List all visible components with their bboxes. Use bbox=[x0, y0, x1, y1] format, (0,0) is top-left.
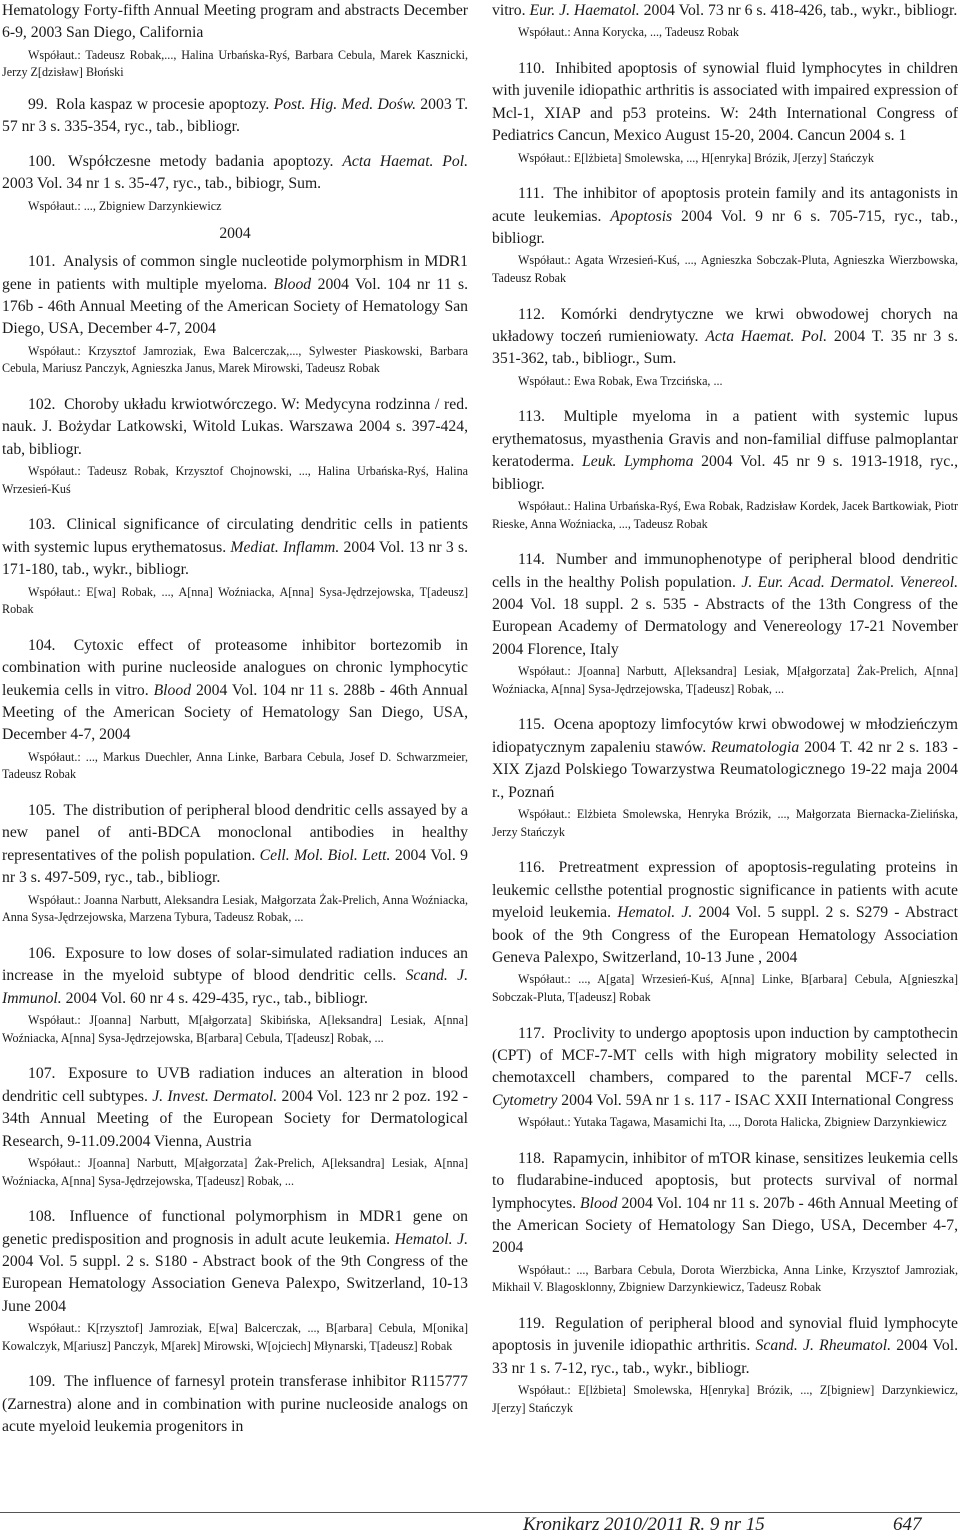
journal-name: Cytometry bbox=[492, 1091, 558, 1109]
entry-citation: 116. Pretreatment expression of apoptosis-regulating proteins in leukemic cellsthe potential prognostic significance in patients with acute myeloid leukemia. Hematol. J. 2004 Vol. 5 suppl. 2 s. S279 - Abstract book of the 9th Congress of the European Hematology Association Geneva Palexpo, Switzerland, 10-13 June , 2004 bbox=[492, 859, 959, 966]
entry-number: 106. bbox=[28, 944, 56, 962]
entry-number: 104. bbox=[28, 636, 56, 654]
entry-citation: 102. Choroby układu krwiotwórczego. W: Medycyna rodzinna / red. nauk. J. Bożydar Latkowski, Witold Lukas. Warszawa 2004 s. 397-424, tab, bibliogr. bbox=[2, 396, 468, 458]
entry-citation: 106. Exposure to low doses of solar-simulated radiation induces an increase in the myeloid subtype of blood dendritic cells. Scand. J. Immunol. 2004 Vol. 60 nr 4 s. 429-435, ryc., tab., bibliogr. bbox=[2, 944, 468, 1007]
entry-number: 112. bbox=[518, 305, 545, 323]
entry-111 bbox=[492, 183, 958, 287]
coauthors: Współaut.: Tadeusz Robak,..., Halina Urbańska-Ryś, Barbara Cebula, Marek Kasznicki, Jerzy Z[dzisław] Błoński bbox=[2, 47, 468, 80]
coauthors: Współaut.: Elżbieta Smolewska, Henryka Brózik, ..., Małgorzata Biernacka-Zielińska, Jerzy Stańczyk bbox=[492, 807, 958, 839]
entry-number: 110. bbox=[518, 60, 545, 77]
entry-number: 115. bbox=[518, 716, 545, 734]
entry-118 bbox=[492, 1148, 958, 1297]
right-column bbox=[492, 0, 958, 1417]
entry-115 bbox=[492, 714, 958, 841]
coauthors: Współaut.: Yutaka Tagawa, Masamichi Ita, ..., Dorota Halicka, Zbigniew Darzynkiewicz bbox=[518, 1115, 947, 1130]
entry-112 bbox=[492, 304, 958, 391]
entry-number: 117. bbox=[518, 1024, 545, 1042]
coauthors: Współaut.: Joanna Narbutt, Aleksandra Lesiak, Małgorzata Żak-Prelich, Anna Woźniacka, Anna Sysa-Jędrzejowska, Marzena Tybura, Tadeusz Robak, ... bbox=[2, 892, 468, 925]
entry-citation: 114. Number and immunophenotype of peripheral blood dendritic cells in the healthy Polish population. J. Eur. Acad. Dermatol. Venereol. 2004 Vol. 18 suppl. 2 s. 535 - Abstracts of the 13th Congress of the European Academy of Dermatology and Venereology 17-21 November 2004 Florence, Italy bbox=[492, 551, 959, 658]
entry-citation: 101. Analysis of common single nucleotide polymorphism in MDR1 gene in patients with multiple myeloma. Blood 2004 Vol. 104 nr 11 s. 176b - 46th Annual Meeting of the American Society of Hematology San Diego, USA, December 4-7, 2004 bbox=[2, 253, 468, 338]
entry-citation: 108. Influence of functional polymorphism in MDR1 gene on genetic predisposition and prognosis in adult acute leukemia. Hematol. J. 2004 Vol. 5 suppl. 2 s. S180 - Abstract book of the 9th Congress of the European Hematology Association Geneva Palexpo, Switzerland, 10-13 June 2004 bbox=[2, 1208, 469, 1315]
journal-name: Cell. Mol. Biol. Lett. bbox=[259, 846, 391, 864]
coauthors: Współaut.: E[lżbieta] Smolewska, ..., H[enryka] Brózik, J[erzy] Stańczyk bbox=[518, 150, 874, 165]
entry-number: 107. bbox=[28, 1065, 56, 1083]
entry-citation: 118. Rapamycin, inhibitor of mTOR kinase, sensitizes leukemia cells to fludarabine-induced apoptosis, but protects survival of normal lymphocytes. Blood 2004 Vol. 104 nr 11 s. 207b - 46th Annual Meeting of the American Society of Hematology San Diego, USA, December 4-7, 2004 bbox=[492, 1149, 959, 1257]
coauthors: Współaut.: J[oanna] Narbutt, M[ałgorzata] Skibińska, A[leksandra] Lesiak, A[nna] Woźniacka, A[nna] Sysa-Jędrzejowska, B[arbara] Cebula, T[adeusz] Robak, ... bbox=[2, 1013, 468, 1045]
page-number: 647 bbox=[893, 1514, 922, 1535]
footer-divider bbox=[0, 1512, 960, 1513]
entry-number: 103. bbox=[28, 516, 56, 534]
journal-name: Reumatologia bbox=[711, 738, 800, 756]
entry-citation: 112. Komórki dendrytyczne we krwi obwodowej chorych na układowy toczeń rumieniowaty. Acta Haemat. Pol. 2004 T. 35 nr 3 s. 351-362, tab., bibliogr., Sum. bbox=[492, 305, 959, 368]
journal-name: Blood bbox=[153, 681, 192, 699]
coauthors: Współaut.: J[oanna] Narbutt, M[ałgorzata] Żak-Prelich, A[leksandra] Lesiak, A[nna] Woźniacka, A[nna] Sysa-Jędrzejowska, T[adeusz] Robak, ... bbox=[2, 1155, 468, 1188]
entry-109-continued bbox=[492, 0, 958, 42]
entry-number: 118. bbox=[518, 1149, 545, 1167]
journal-name: Hematol. J. bbox=[617, 904, 693, 922]
entry-number: 111. bbox=[518, 185, 545, 203]
coauthors: Współaut.: ..., Markus Duechler, Anna Linke, Barbara Cebula, Josef D. Schwarzmeier, Tadeusz Robak bbox=[2, 749, 468, 782]
entry-citation: 117. Proclivity to undergo apoptosis upon induction by camptothecin (CPT) of MCF-7-MT cells with high migratory mobility selected in chemotaxcell chambers, compared to the parental MCF-7 cells. Cytometry 2004 Vol. 59A nr 1 s. 117 - ISAC XXII International Congress bbox=[492, 1024, 958, 1109]
entry-number: 102. bbox=[28, 396, 56, 414]
entry-citation: 105. The distribution of peripheral blood dendritic cells assayed by a new panel of anti-BDCA monoclonal antibodies in healthy representatives of the polish population. Cell. Mol. Biol. Lett. 2004 Vol. 9 nr 3 s. 497-509, ryc., tab., bibliogr. bbox=[2, 802, 468, 887]
entry-number: 113. bbox=[518, 408, 545, 426]
entry-107 bbox=[2, 1063, 468, 1190]
entry-99 bbox=[2, 94, 468, 139]
journal-name: Acta Haemat. Pol. bbox=[705, 328, 828, 346]
journal-name: Scand. J. Immunol. bbox=[2, 967, 468, 1007]
journal-name: Mediat. Inflamm. bbox=[230, 538, 340, 556]
journal-name: Apoptosis bbox=[610, 207, 673, 225]
journal-name: Blood bbox=[273, 275, 312, 293]
entry-101 bbox=[2, 251, 468, 378]
entry-citation: 111. The inhibitor of apoptosis protein family and its antagonists in acute leukemias. Apoptosis 2004 Vol. 9 nr 6 s. 705-715, ryc., tab., bibliogr. bbox=[492, 185, 958, 248]
entry-100 bbox=[2, 151, 468, 215]
coauthors: Współaut.: E[lżbieta] Smolewska, H[enryka] Brózik, ..., Z[bigniew] Darzynkiewicz, J[erzy] Stańczyk bbox=[492, 1383, 958, 1415]
entry-109 bbox=[2, 1371, 468, 1438]
journal-name: J. Invest. Dermatol. bbox=[152, 1087, 278, 1105]
entry-number: 99. bbox=[28, 96, 48, 113]
entry-98 bbox=[2, 0, 468, 82]
entry-104 bbox=[2, 635, 468, 784]
entry-citation: 109. The influence of farnesyl protein transferase inhibitor R115777 (Zarnestra) alone and in combination with purine nucleoside analogs on acute myeloid leukemia progenitors in bbox=[2, 1373, 468, 1436]
entry-citation: 103. Clinical significance of circulating dendritic cells in patients with systemic lupus erythematosus. Mediat. Inflamm. 2004 Vol. 13 nr 3 s. 171-180, tab., wykr., bibliogr. bbox=[2, 516, 469, 579]
entry-102 bbox=[2, 394, 468, 498]
entry-citation: 99. Rola kaspaz w procesie apoptozy. Post. Hig. Med. Dośw. 2003 T. 57 nr 3 s. 335-354, ryc., tab., bibliogr. bbox=[2, 96, 469, 136]
entry-citation: 115. Ocena apoptozy limfocytów krwi obwodowej w młodzieńczym idiopatycznym zapaleniu stawów. Reumatologia 2004 T. 42 nr 2 s. 183 - XIX Zjazd Polskiego Towarzystwa Reumatologicznego 19-22 maja 2004 r., Poznań bbox=[492, 716, 959, 801]
entry-106 bbox=[2, 943, 468, 1047]
coauthors: Współaut.: Krzysztof Jamroziak, Ewa Balcerczak,..., Sylwester Piaskowski, Barbara Cebula, Mariusz Panczyk, Agnieszka Janus, Marek Mirowski, Tadeusz Robak bbox=[2, 343, 468, 376]
entry-citation: 100. Współczesne metody badania apoptozy. Acta Haemat. Pol. 2003 Vol. 34 nr 1 s. 35-47, ryc., tab., bibiogr, Sum. bbox=[2, 152, 469, 193]
coauthors: Współaut.: E[wa] Robak, ..., A[nna] Woźniacka, A[nna] Sysa-Jędrzejowska, T[adeusz] Robak bbox=[2, 584, 468, 617]
entry-number: 109. bbox=[28, 1373, 56, 1391]
entry-citation: 110. Inhibited apoptosis of synowial fluid lymphocytes in children with juvenile idiopathic arthritis is associated with impaired expression of Mcl-1, XIAP and p53 proteins. W: 24th International Congress of Pediatrics Cancun, Mexico August 15-20, 2004. Cancun 2004 s. 1 bbox=[492, 60, 958, 145]
journal-name: Blood bbox=[580, 1194, 618, 1212]
entry-105 bbox=[2, 800, 468, 927]
coauthors: Współaut.: Tadeusz Robak, Krzysztof Chojnowski, ..., Halina Urbańska-Ryś, Halina Wrzesień-Kuś bbox=[2, 464, 468, 496]
entry-116 bbox=[492, 857, 958, 1006]
entry-number: 116. bbox=[518, 859, 545, 877]
entry-number: 114. bbox=[518, 551, 545, 569]
journal-name: Eur. J. Haematol. bbox=[529, 2, 640, 19]
coauthors: Współaut.: ..., Barbara Cebula, Dorota Wierzbicka, Anna Linke, Krzysztof Jamroziak, Mikhail V. Blagosklonny, Zbigniew Darzynkiewicz, Tadeusz Robak bbox=[492, 1262, 958, 1295]
journal-name: Post. Hig. Med. Dośw. bbox=[273, 96, 417, 113]
footer-journal-title: Kronikarz 2010/2011 R. 9 nr 15 bbox=[523, 1514, 765, 1535]
entry-103 bbox=[2, 514, 468, 618]
journal-name: Scand. J. Rheumatol. bbox=[755, 1337, 892, 1355]
entry-110 bbox=[492, 58, 958, 167]
entry-title: Hematology Forty-fifth Annual Meeting program and abstracts December 6-9, 2003 San Diego, California bbox=[2, 2, 468, 42]
coauthors: Współaut.: Halina Urbańska-Ryś, Ewa Robak, Radzisław Kordek, Jacek Bartkowiak, Piotr Rieske, Anna Woźniacka, ..., Tadeusz Robak bbox=[492, 499, 958, 531]
entry-citation: vitro. Eur. J. Haematol. 2004 Vol. 73 nr 6 s. 418-426, tab., wykr., bibliogr. bbox=[492, 2, 958, 19]
entry-number: 119. bbox=[518, 1314, 545, 1332]
journal-name: Acta Haemat. Pol. bbox=[342, 152, 469, 170]
entry-number: 108. bbox=[28, 1208, 56, 1226]
left-column bbox=[2, 0, 468, 1439]
entry-citation: 107. Exposure to UVB radiation induces an alteration in blood dendritic cell subtypes. J. Invest. Dermatol. 2004 Vol. 123 nr 2 poz. 192 - 34th Annual Meeting of the European Society for Dermatological Research, 9-11.09.2004 Vienna, Austria bbox=[2, 1065, 469, 1150]
entry-citation: 104. Cytoxic effect of proteasome inhibitor bortezomib in combination with purine nucleoside analogues on chronic lymphocytic leukemia cells in vitro. Blood 2004 Vol. 104 nr 11 s. 288b - 46th Annual Meeting of the American Society of Hematology San Diego, USA, December 4-7, 2004 bbox=[2, 636, 468, 744]
entry-citation: 119. Regulation of peripheral blood and synovial fluid lymphocyte apoptosis in juvenile idiopathic arthritis. Scand. J. Rheumatol. 2004 Vol. 33 nr 1 s. 7-12, ryc., tab., wykr., bibliogr. bbox=[492, 1314, 959, 1377]
entry-108 bbox=[2, 1206, 468, 1355]
entry-119 bbox=[492, 1313, 958, 1417]
year-heading: 2004 bbox=[219, 225, 251, 243]
coauthors: Współaut.: J[oanna] Narbutt, A[leksandra] Lesiak, M[ałgorzata] Żak-Prelich, A[nna] Woźniacka, A[nna] Sysa-Jędrzejowska, T[adeusz] Robak, ... bbox=[492, 664, 958, 696]
journal-name: J. Eur. Acad. Dermatol. Venereol. bbox=[741, 573, 959, 591]
coauthors: Współaut.: Anna Korycka, ..., Tadeusz Robak bbox=[518, 25, 739, 40]
coauthors: Współaut.: Agata Wrzesień-Kuś, ..., Agnieszka Sobczak-Pluta, Agnieszka Wierzbowska, Tadeusz Robak bbox=[492, 253, 958, 286]
coauthors: Współaut.: Ewa Robak, Ewa Trzcińska, ... bbox=[518, 373, 723, 388]
entry-117 bbox=[492, 1023, 958, 1132]
coauthors: Współaut.: K[rzysztof] Jamroziak, E[wa] Balcerczak, ..., B[arbara] Cebula, M[onika] Kowalczyk, M[ariusz] Panczyk, M[arek] Mirowski, W[ojciech] Młynarski, T[adeusz] Robak bbox=[2, 1321, 468, 1353]
journal-name: Hematol. J. bbox=[394, 1230, 469, 1248]
entry-number: 105. bbox=[28, 802, 56, 820]
entry-113 bbox=[492, 406, 958, 533]
entry-number: 100. bbox=[28, 152, 56, 170]
entry-number: 101. bbox=[28, 253, 56, 271]
entry-citation: 113. Multiple myeloma in a patient with systemic lupus erythematosus, myasthenia Gravis and non-familial diffuse palmoplantar keratoderma. Leuk. Lymphoma 2004 Vol. 45 nr 9 s. 1913-1918, ryc., bibliogr. bbox=[492, 408, 959, 493]
coauthors: Współaut.: ..., Zbigniew Darzynkiewicz bbox=[28, 198, 222, 213]
entry-114 bbox=[492, 549, 958, 698]
journal-name: Leuk. Lymphoma bbox=[582, 453, 694, 471]
coauthors: Współaut.: ..., A[gata] Wrzesień-Kuś, A[nna] Linke, B[arbara] Cebula, A[gnieszka] Sobczak-Pluta, T[adeusz] Robak bbox=[492, 972, 958, 1004]
page-footer bbox=[0, 1514, 960, 1536]
